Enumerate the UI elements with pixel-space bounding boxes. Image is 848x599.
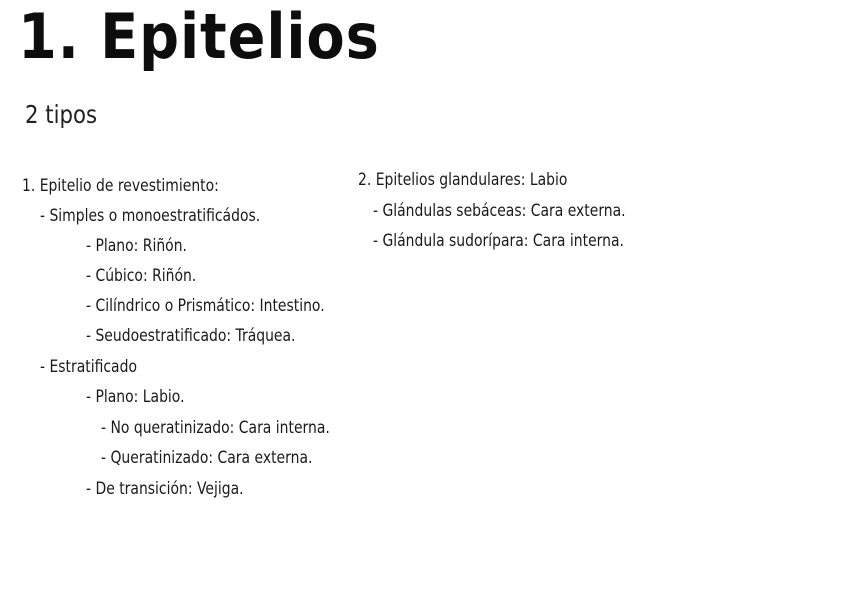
estratificado-transicion: - De transición: Vejiga. [86, 479, 244, 499]
simples-item-plano: - Plano: Riñón. [86, 236, 187, 256]
simples-item-seudoestratificado: - Seudoestratificado: Tráquea. [86, 326, 296, 346]
estratificado-plano: - Plano: Labio. [86, 387, 185, 407]
glandulares-item-sebaceas: - Glándulas sebáceas: Cara externa. [373, 201, 626, 221]
simples-label: - Simples o monoestratificádos. [40, 206, 261, 226]
glandulares-item-sudoripara: - Glándula sudorípara: Cara interna. [373, 231, 624, 251]
plano-item-queratinizado: - Queratinizado: Cara externa. [101, 448, 313, 468]
subtitle: 2 tipos [25, 100, 98, 129]
estratificado-label: - Estratificado [40, 357, 137, 377]
revestimiento-heading: 1. Epitelio de revestimiento: [22, 176, 219, 196]
plano-item-no-queratinizado: - No queratinizado: Cara interna. [101, 418, 330, 438]
simples-item-cubico: - Cúbico: Riñón. [86, 266, 197, 286]
simples-item-cilindrico: - Cilíndrico o Prismático: Intestino. [86, 296, 325, 316]
glandulares-heading: 2. Epitelios glandulares: Labio [358, 170, 568, 190]
page-title: 1. Epitelios [18, 0, 380, 73]
